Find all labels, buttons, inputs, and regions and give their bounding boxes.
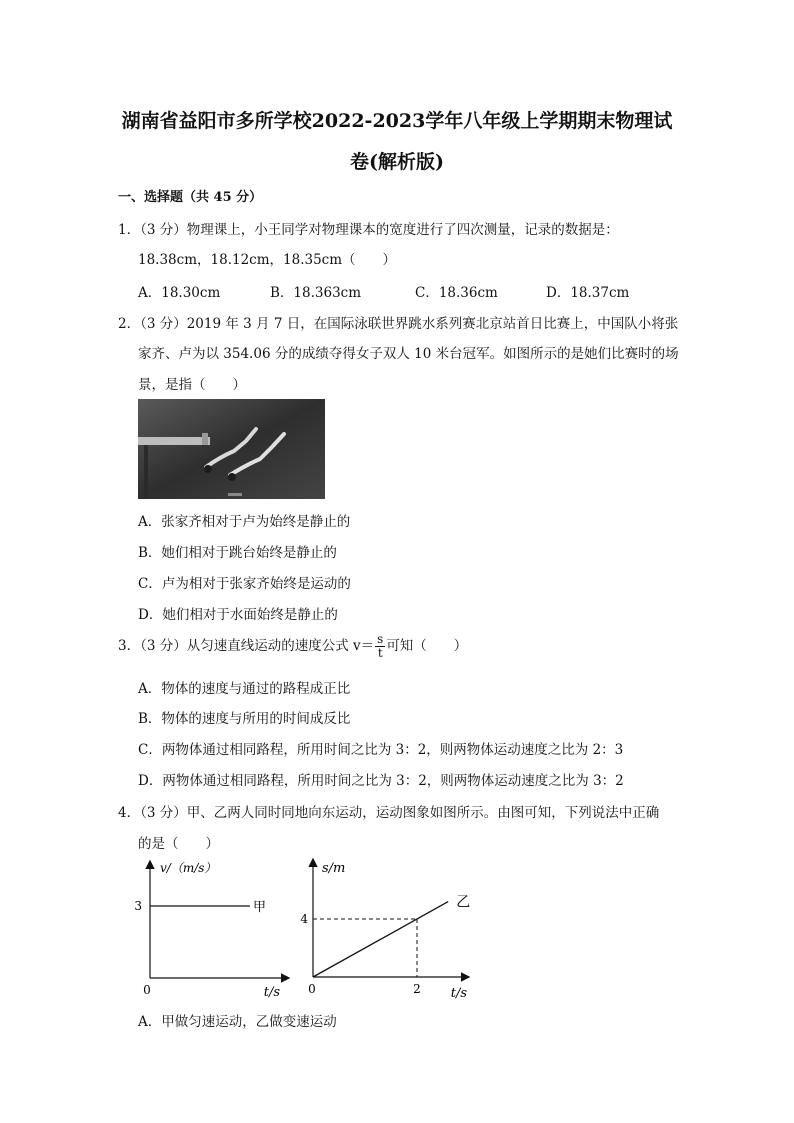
q2-option-a: A．张家齐相对于卢为始终是静止的 <box>138 514 351 530</box>
origin-label: 0 <box>308 982 316 996</box>
q3-option-a: A．物体的速度与通过的路程成正比 <box>138 681 351 697</box>
q1-option-c: C．18.36cm <box>415 285 498 301</box>
v-axis-label: v/（m/s） <box>160 861 217 875</box>
q2-option-d: D．她们相对于水面始终是静止的 <box>138 607 338 623</box>
q3-option-b: B．物体的速度与所用的时间成反比 <box>138 711 351 727</box>
series-jia-label: 甲 <box>253 900 267 915</box>
q1-stem-line1: 1．（3 分）物理课上，小王同学对物理课本的宽度进行了四次测量，记录的数据是： <box>118 222 619 238</box>
series-yi-label: 乙 <box>456 894 471 911</box>
t-axis-label: t/s <box>263 985 280 1000</box>
q3-stem <box>118 633 467 660</box>
v-t-chart <box>130 850 295 1005</box>
t-tick-label: 2 <box>413 982 421 996</box>
q3-option-d: D．两物体通过相同路程，所用时间之比为 3：2，则两物体运动速度之比为 3：2 <box>138 773 624 789</box>
series-yi-line <box>313 902 448 977</box>
q2-option-c: C．卢为相对于张家齐始终是运动的 <box>138 576 351 592</box>
q3-stem-post: 可知（ ） <box>386 638 468 654</box>
t-axis-label: t/s <box>450 986 467 1001</box>
s-axis-label: s/m <box>322 861 346 876</box>
q4-stem-line2: 的是（ ） <box>138 836 219 852</box>
velocity-fraction <box>375 633 385 660</box>
q4-option-a: A．甲做匀速运动，乙做变速运动 <box>138 1014 337 1030</box>
doc-title-line1: 湖南省益阳市多所学校2022-2023学年八年级上学期期末物理试 <box>121 110 673 132</box>
q1-option-b: B．18.363cm <box>270 285 362 301</box>
q2-stem-line3: 景，是指（ ） <box>138 377 246 393</box>
s-t-chart <box>290 852 480 1004</box>
doc-title-line2: 卷(解析版) <box>350 151 444 173</box>
s-tick-label: 4 <box>300 912 308 926</box>
q2-option-b: B．她们相对于跳台始终是静止的 <box>138 545 337 561</box>
origin-label: 0 <box>143 983 151 997</box>
q2-stem-line2: 家齐、卢为以 354.06 分的成绩夺得女子双人 10 米台冠军。如图所示的是她们比赛时的场 <box>138 346 679 362</box>
q4-stem-line1: 4．（3 分）甲、乙两人同时同地向东运动，运动图象如图所示。由图可知，下列说法中正确 <box>118 805 660 821</box>
q1-option-d: D．18.37cm <box>546 285 630 301</box>
fraction-numerator: s <box>377 632 384 646</box>
diving-photo <box>138 399 325 499</box>
q2-stem-line1: 2．（3 分）2019 年 3 月 7 日，在国际泳联世界跳水系列赛北京站首日比赛上，中国队小将张 <box>118 316 679 332</box>
v-tick-label: 3 <box>134 899 142 913</box>
q1-option-a: A．18.30cm <box>138 285 221 301</box>
q1-stem-line2: 18.38cm，18.12cm，18.35cm（ ） <box>138 252 397 268</box>
q3-stem-pre: 3．（3 分）从匀速直线运动的速度公式 v＝ <box>118 638 375 654</box>
section-heading: 一、选择题（共 45 分） <box>118 190 263 205</box>
fraction-denominator: t <box>377 646 383 660</box>
q3-option-c: C．两物体通过相同路程，所用时间之比为 3：2，则两物体运动速度之比为 2：3 <box>138 742 624 758</box>
